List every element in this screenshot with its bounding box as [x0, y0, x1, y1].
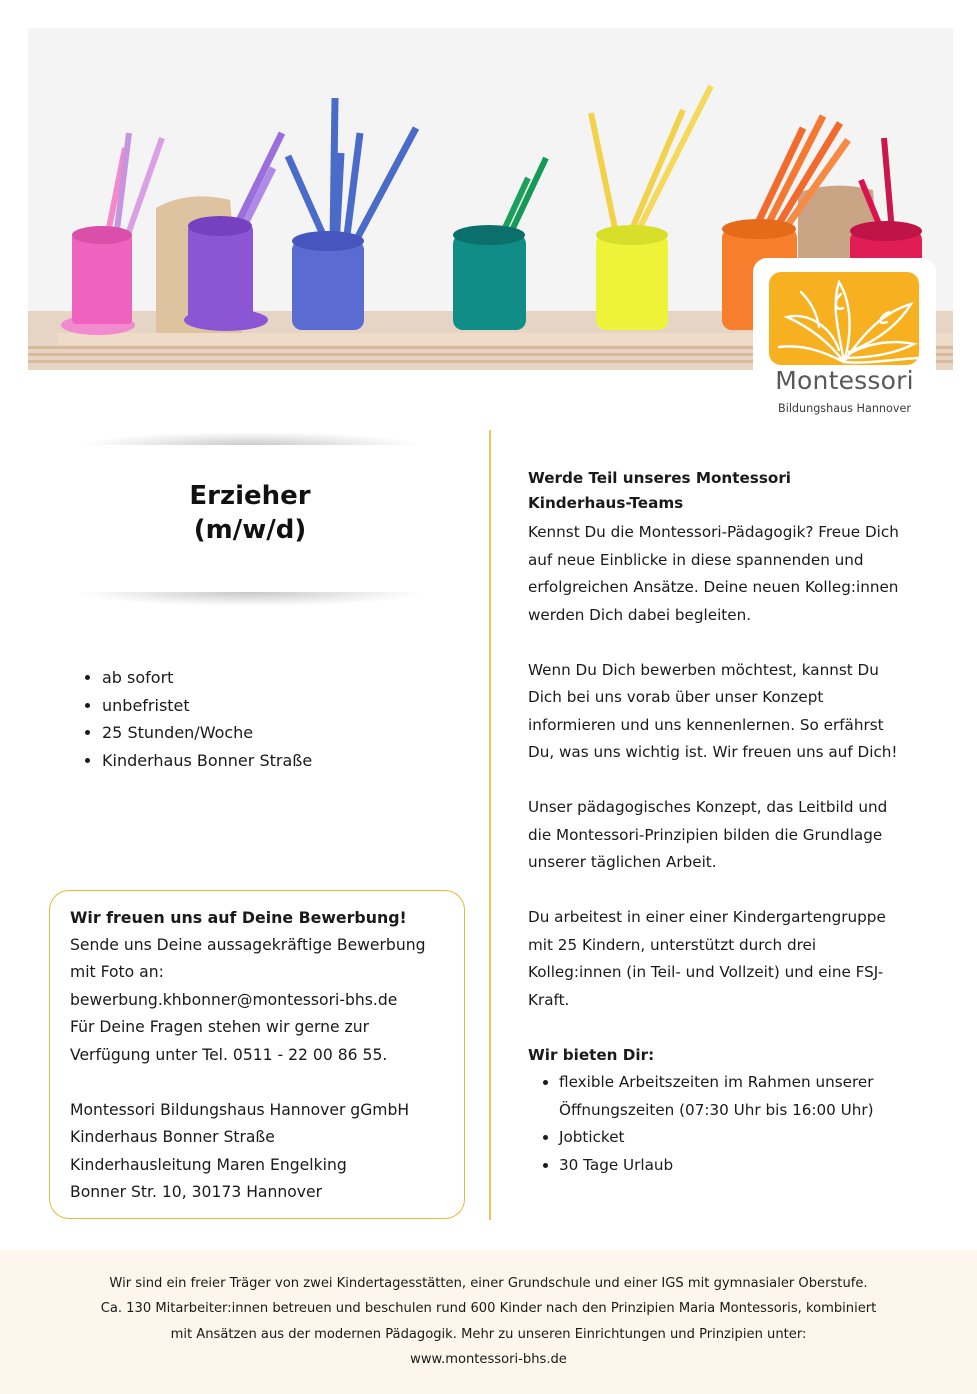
text-line: auf neue Einblicke in diese spannenden und: [528, 550, 864, 569]
text-line: Öffnungszeiten (07:30 Uhr bis 16:00 Uhr): [559, 1100, 874, 1119]
job-facts-list: [60, 664, 312, 774]
pot-teal: [453, 225, 526, 330]
org-name: Montessori Bildungshaus Hannover gGmbH: [70, 1100, 410, 1119]
logo-subtitle: Bildungshaus Hannover: [778, 402, 911, 415]
text-line: erfolgreichen Ansätze. Deine neuen Kolleg:innen: [528, 578, 899, 596]
text-line: mit 25 Kindern, unterstützt durch drei: [528, 935, 817, 954]
footer: [0, 1250, 977, 1394]
montessori-logo: [753, 258, 936, 425]
job-title-card: [60, 432, 440, 607]
fact-item: • ab sofort: [102, 664, 312, 692]
address: Bonner Str. 10, 30173 Hannover: [70, 1183, 323, 1201]
text-line: Kolleg:innen (in Teil- und Vollzeit) und eine FSJ-: [528, 963, 884, 981]
montessori-leaf-logo-icon: [769, 272, 919, 365]
footer-line: Ca. 130 Mitarbeiter:innen betreuen und beschulen rund 600 Kinder nach den Prinzipien Maria Montessoris, kombiniert: [100, 1301, 877, 1317]
text-line: Kennst Du die Montessori-Pädagogik? Freue Dich: [528, 523, 899, 541]
footer-line: Wir sind ein freier Träger von zwei Kindertagesstätten, einer Grundschule und einer IGS mit gymnasialer Oberstufe.: [109, 1276, 868, 1291]
pot-blue: [292, 231, 364, 330]
footer-line: mit Ansätzen aus der modernen Pädagogik. Mehr zu unseren Einrichtungen und Prinzipien unter:: [170, 1326, 807, 1342]
text-line: werden Dich dabei begleiten.: [528, 605, 752, 624]
text-line: informieren und uns kennenlernen. So erfährst: [528, 715, 884, 734]
shadow-bottom: [80, 592, 420, 606]
text-line: die Montessori-Prinzipien bilden die Grundlage: [528, 825, 883, 844]
paragraph-concept: [528, 794, 928, 877]
spacer: [70, 1069, 464, 1097]
text-line: Du arbeitest in einer einer Kindergartengruppe: [528, 908, 886, 926]
website-link[interactable]: www.montessori-bhs.de: [410, 1351, 567, 1367]
footer-text: [40, 1271, 937, 1372]
column-divider: [489, 430, 491, 1220]
fact-item: • Kinderhaus Bonner Straße: [102, 747, 312, 775]
logo-wordmark: Montessori: [775, 366, 914, 395]
section-heading: [528, 466, 928, 516]
text-line: Wenn Du Dich bewerben möchtest, kannst Du: [528, 660, 879, 679]
fact-item: • 25 Stunden/Woche: [102, 719, 312, 747]
heading-line: Kinderhaus-Teams: [528, 494, 684, 512]
text-line: Unser pädagogisches Konzept, das Leitbild und: [528, 798, 888, 816]
heading-line: Werde Teil unseres Montessori: [528, 469, 792, 487]
application-text: Für Deine Fragen stehen wir gerne zur: [70, 1018, 370, 1036]
fact-item: • unbefristet: [102, 692, 312, 720]
text-line: flexible Arbeitszeiten im Rahmen unserer: [559, 1073, 874, 1091]
pot-pink: [61, 226, 135, 335]
page-title: [60, 479, 440, 547]
application-heading: Wir freuen uns auf Deine Bewerbung!: [70, 908, 407, 927]
offer-item: • 30 Tage Urlaub: [559, 1152, 928, 1180]
house-name: Kinderhaus Bonner Straße: [70, 1128, 275, 1146]
text-line: Du, was uns wichtig ist. Wir freuen uns auf Dich!: [528, 743, 898, 761]
offer-item: [559, 1069, 928, 1124]
main-content: [528, 466, 928, 1179]
title-line-2: (m/w/d): [193, 515, 307, 545]
paragraph-group: [528, 904, 928, 1014]
application-text: Sende uns Deine aussagekräftige Bewerbung: [70, 935, 426, 954]
offers-list: [528, 1069, 928, 1179]
application-phone: Verfügung unter Tel. 0511 - 22 00 86 55.: [70, 1045, 388, 1064]
text-line: Dich bei uns vorab über unser Konzept: [528, 688, 824, 706]
text-line: unserer täglichen Arbeit.: [528, 853, 717, 871]
application-email-link[interactable]: bewerbung.khbonner@montessori-bhs.de: [70, 990, 398, 1009]
shadow-top: [80, 432, 420, 446]
paragraph-intro: [528, 519, 928, 629]
offer-item: • Jobticket: [559, 1124, 928, 1152]
application-text: mit Foto an:: [70, 963, 164, 981]
contact-person: Kinderhausleitung Maren Engelking: [70, 1155, 347, 1174]
pot-yellow: [596, 225, 668, 330]
paragraph-apply: [528, 657, 928, 767]
title-line-1: Erzieher: [189, 481, 311, 511]
application-box: [49, 890, 465, 1219]
offers-heading: Wir bieten Dir:: [528, 1045, 655, 1064]
text-line: Kraft.: [528, 990, 570, 1009]
